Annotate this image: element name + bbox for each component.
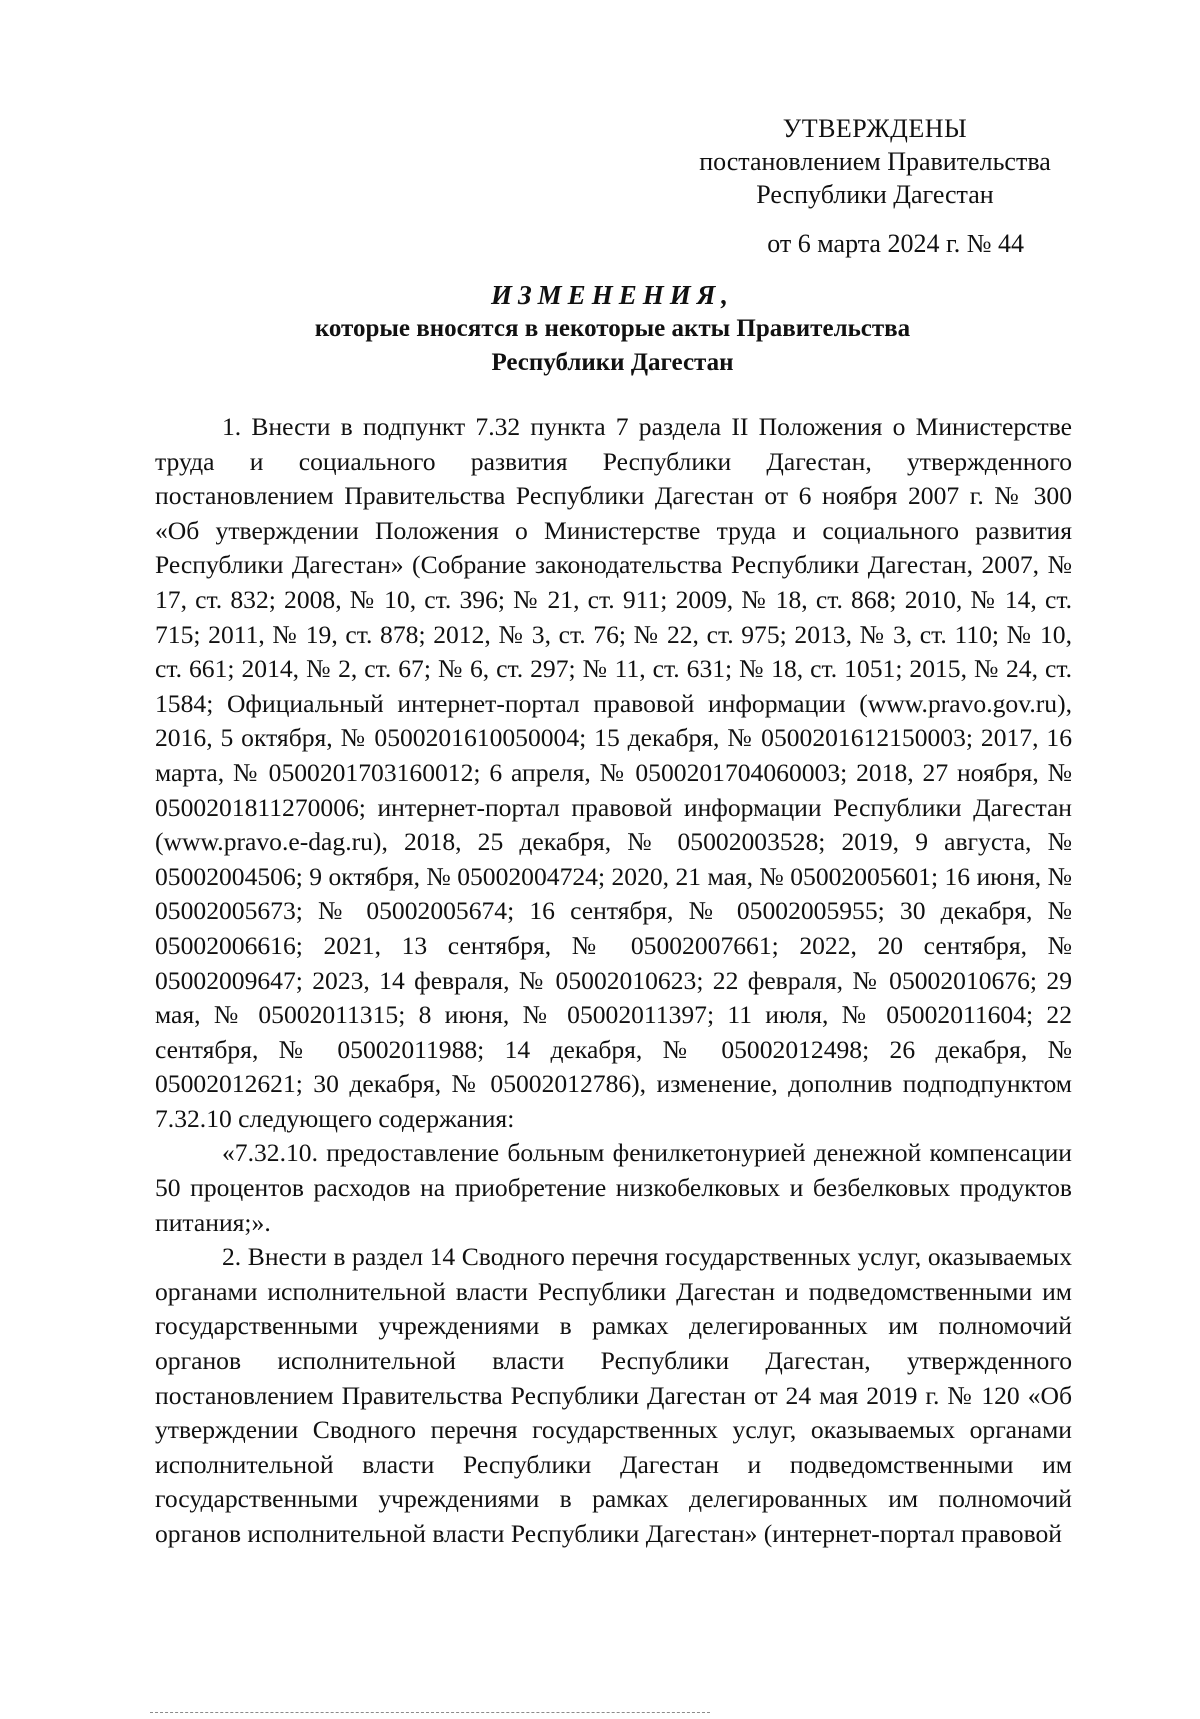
- paragraph-quote: «7.32.10. предоставление больным фенилкетонурией денежной компенсации 50 процентов расходов на приобретение низкобелковых и безбелковых продуктов питания;».: [155, 1138, 1072, 1237]
- paragraph-2: 2. Внести в раздел 14 Сводного перечня государственных услуг, оказываемых органами исполнительной власти Республики Дагестан и подведомственными им государственными учреждениями в рамках делегированных им полномочий органов исполнительной власти Республики Дагестан, утвержденного постановлением Правительства Республики Дагестан от 24 мая 2019 г. № 120 «Об утверждении Сводного перечня государственных услуг, оказываемых органами исполнительной власти Республики Дагестан и подведомственными им государственными учреждениями в рамках делегированных им полномочий органов исполнительной власти Республики Дагестан» (интернет-портал правовой: [155, 1242, 1072, 1548]
- heading-line-3: Республики Дагестан: [491, 349, 734, 376]
- approval-title: УТВЕРЖДЕНЫ: [782, 114, 968, 143]
- bottom-edge-line: [150, 1712, 710, 1713]
- approval-block: [660, 112, 1090, 260]
- document-heading: [155, 278, 1070, 380]
- heading-line-2: которые вносятся в некоторые акты Правительства: [314, 315, 911, 342]
- paragraph-1: 1. Внести в подпункт 7.32 пункта 7 раздела II Положения о Министерстве труда и социального развития Республики Дагестан, утвержденного постановлением Правительства Республики Дагестан от 6 ноября 2007 г. № 300 «Об утверждении Положения о Министерстве труда и социального развития Республики Дагестан» (Собрание законодательства Республики Дагестан, 2007, № 17, ст. 832; 2008, № 10, ст. 396; № 21, ст. 911; 2009, № 18, ст. 868; 2010, № 14, ст. 715; 2011, № 19, ст. 878; 2012, № 3, ст. 76; № 22, ст. 975; 2013, № 3, ст. 110; № 10, ст. 661; 2014, № 2, ст. 67; № 6, ст. 297; № 11, ст. 631; № 18, ст. 1051; 2015, № 24, ст. 1584; Официальный интернет-портал правовой информации (www.pravo.gov.ru), 2016, 5 октября, № 0500201610050004; 15 декабря, № 0500201612150003; 2017, 16 марта, № 0500201703160012; 6 апреля, № 0500201704060003; 2018, 27 ноября, № 0500201811270006; интернет-портал правовой информации Республики Дагестан (www.pravo.e-dag.ru), 2018, 25 декабря, № 05002003528; 2019, 9 августа, № 05002004506; 9 октября, № 05002004724; 2020, 21 мая, № 05002005601; 16 июня, № 05002005673; № 05002005674; 16 сентября, № 05002005955; 30 декабря, № 05002006616; 2021, 13 сентября, № 05002007661; 2022, 20 сентября, № 05002009647; 2023, 14 февраля, № 05002010623; 22 февраля, № 05002010676; 29 мая, № 05002011315; 8 июня, № 05002011397; 11 июля, № 05002011604; 22 сентября, № 05002011988; 14 декабря, № 05002012498; 26 декабря, № 05002012621; 30 декабря, № 05002012786), изменение, дополнив подподпунктом 7.32.10 следующего содержания:: [155, 412, 1072, 1133]
- approval-date: от 6 марта 2024 г. № 44: [767, 229, 1024, 258]
- approval-line-3: Республики Дагестан: [756, 180, 994, 209]
- approval-line-2: постановлением Правительства: [699, 147, 1051, 176]
- heading-title: ИЗМЕНЕНИЯ,: [490, 280, 735, 310]
- document-body: [155, 410, 1072, 1552]
